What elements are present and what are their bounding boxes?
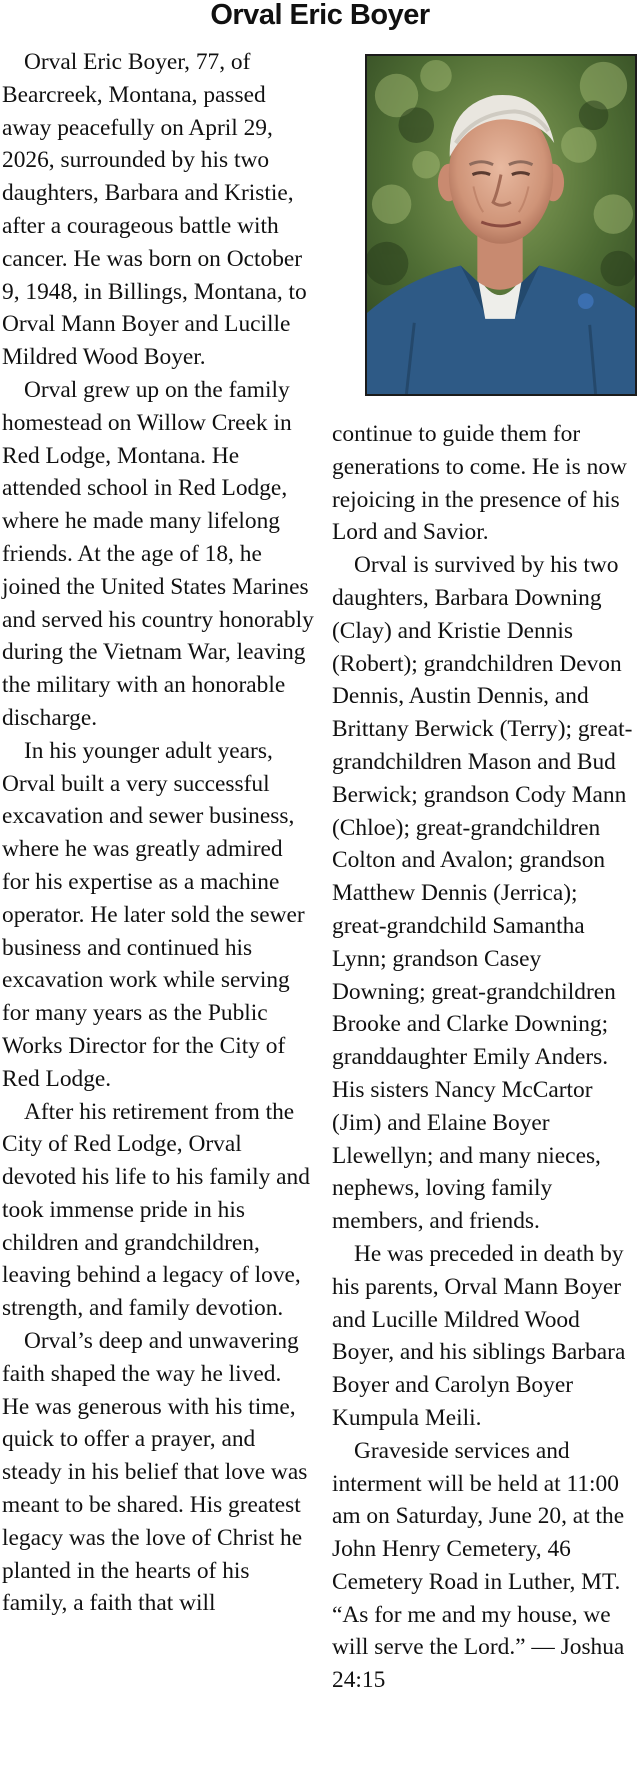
obituary-paragraph-birth: Orval Eric Boyer, 77, of Bearcreek, Montana, passed away peacefully on April 29, 2026, surrounded by his two daughters, Barbara and Kristie, after a courageous battle with cancer. He was born on October 9, 1948, in Billings, Montana, to Orval Mann Boyer and Lucille Mildred Wood Boyer.: [2, 49, 307, 371]
obituary-paragraph-survivors: Orval is survived by his two daughters, Barbara Downing (Clay) and Kristie Dennis (Robert); grandchildren Devon Dennis, Austin Dennis, and Brittany Berwick (Terry); great-grandchildren Mason and Bud Berwick; grandson Cody Mann (Chloe); great-grandchildren Colton and Avalon; grandson Matthew Dennis (Jerrica); great-grandchild Samantha Lynn; grandson Casey Downing; great-grandchildren Brooke and Clarke Downing; granddaughter Emily Anders. His sisters Nancy McCartor (Jim) and Elaine Boyer Llewellyn; and many nieces, nephews, loving family members, and friends.: [332, 552, 633, 1235]
obituary-paragraph-services: Graveside services and interment will be held at 11:00 am on Saturday, June 20, at the John Henry Cemetery, 46 Cemetery Road in Luther, MT. “As for me and my house, we will serve the Lord.” — Joshua 24:15: [332, 1437, 625, 1694]
obituary-column-right: [332, 418, 634, 1697]
obituary-paragraph-preceded: He was preceded in death by his parents, Orval Mann Boyer and Lucille Mildred Wood Boyer, and his siblings Barbara Boyer and Carolyn Boyer Kumpula Meili.: [332, 1240, 626, 1431]
obituary-paragraph-retirement: After his retirement from the City of Red Lodge, Orval devoted his life to his family and took immense pride in his children and grandchildren, leaving behind a legacy of love, strength, and family devotion.: [2, 1098, 310, 1322]
portrait-illustration: [367, 56, 635, 394]
obituary-headline: Orval Eric Boyer: [210, 0, 430, 31]
obituary-paragraph-faith: Orval’s deep and unwavering faith shaped the way he lived. He was generous with his time, quick to offer a prayer, and steady in his belief that love was meant to be shared. His greatest legacy was the love of Christ he planted in the hearts of his family, a faith that will: [2, 1328, 308, 1617]
obituary-paragraph-faith-continued: continue to guide them for generations to come. He is now rejoicing in the presence of his Lord and Savior.: [332, 421, 627, 546]
obituary-column-left: [2, 46, 314, 1620]
obituary-paragraph-youth: Orval grew up on the family homestead on Willow Creek in Red Lodge, Montana. He attended school in Red Lodge, where he made many lifelong friends. At the age of 18, he joined the United States Marines and served his country honorably during the Vietnam War, leaving the military with an honorable discharge.: [2, 376, 314, 731]
portrait-photo: [365, 54, 637, 396]
obituary-paragraph-career: In his younger adult years, Orval built a very successful excavation and sewer business, where he was greatly admired for his expertise as a machine operator. He later sold the sewer business and continued his excavation work while serving for many years as the Public Works Director for the City of Red Lodge.: [2, 737, 305, 1092]
